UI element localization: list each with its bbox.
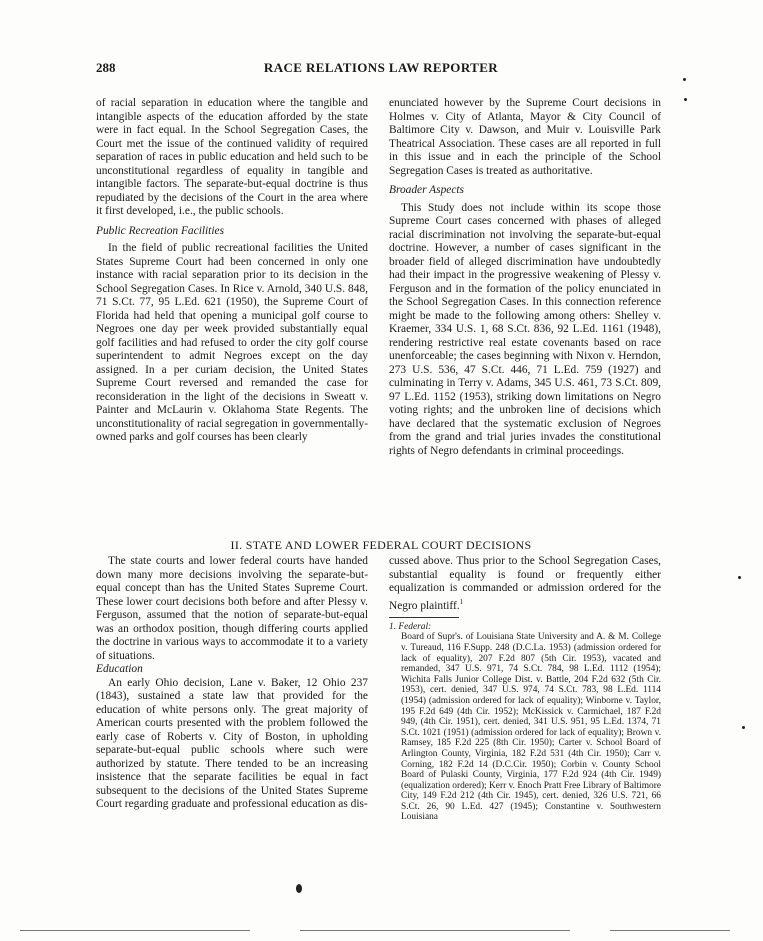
paragraph: An early Ohio decision, Lane v. Baker, 12 Ohio 237 (1843), sustained a state law that provided for the education of white persons only. The great majority of American courts presented with the problem followed the early case of Roberts v. City of Boston, in upholding separate-but-equal public schools where such were authorized by statute. There tended to be an increasing insistence that the separate facilities be equal in fact subsequent to the decisions of the United States Supreme Court regarding graduate and professional education as dis- [96, 676, 368, 810]
column-1 [96, 97, 368, 445]
paragraph: In the field of public recreational facilities the United States Supreme Court had been concerned in only one instance with racial separation prior to its decision in the School Segregation Cases. In Rice v. Arnold, 340 U.S. 848, 71 S.Ct. 77, 95 L.Ed. 621 (1950), the Supreme Court of Florida had held that opening a municipal golf course to Negroes one day per week provided substantially equal golf facilities and had refused to order the city golf course superintendent to admit Negroes except on the day assigned. In a per curiam decision, the United States Supreme Court reversed and remanded the case for reconsideration in the light of the decisions in Sweatt v. Painter and McLaurin v. Oklahoma State Regents. The unconstitutionality of racial segregation in governmentally-owned parks and golf courses has been clearly [96, 242, 368, 443]
ink-speck [738, 576, 741, 579]
paragraph: The state courts and lower federal courts have handed down many more decisions involving the separate-but-equal concept than has the United States Supreme Court. These lower court decisions both before and after Plessy v. Ferguson, assumed that the notion of separate-but-equal was an orthodox position, though differing courts applied the doctrine in various ways to accommodate it to a variety of situations. [96, 555, 368, 662]
ink-speck [683, 78, 686, 81]
paragraph [389, 555, 661, 613]
running-title: RACE RELATIONS LAW REPORTER [263, 60, 499, 75]
page-number: 288 [96, 60, 116, 75]
subheading-broader-aspects: Broader Aspects [389, 184, 464, 196]
section-heading: II. STATE AND LOWER FEDERAL COURT DECISIONS [230, 538, 532, 552]
column-4 [389, 555, 661, 823]
column-2 [389, 97, 661, 458]
subheading-public-recreation: Public Recreation Facilities [96, 224, 224, 237]
subheading-education: Education [96, 663, 143, 675]
scan-edge-line [610, 930, 730, 931]
ink-speck [742, 726, 745, 729]
scan-edge-line [20, 930, 250, 931]
paragraph: of racial separation in education where the tangible and intangible aspects of the education afforded by the state were in fact equal. In the School Segregation Cases, the Court met the issue of the continued validity of required separation of races in public education and held such to be unconstitutional regardless of equality in tangible and intangible factors. The separate-but-equal doctrine is thus repudiated by the decisions of the Court in the area where it first developed, i.e., the public schools. [96, 97, 368, 217]
footnote-marker: 1 [459, 597, 464, 606]
footnote [389, 622, 661, 823]
ink-speck [684, 98, 687, 101]
page-header [96, 60, 666, 80]
paragraph: enunciated however by the Supreme Court decisions in Holmes v. City of Atlanta, Mayor & City Council of Baltimore City v. Dawson, and Muir v. Louisville Park Theatrical Association. These cases are all reported in full in this issue and in each the principle of the School Segregation Cases is treated as authoritative. [389, 97, 661, 177]
scan-edge-line [300, 930, 570, 931]
column-3 [96, 555, 368, 812]
footnote-divider [389, 617, 459, 618]
ink-mark [296, 884, 302, 893]
footnote-label: 1. Federal: [389, 621, 432, 632]
paragraph-text: cussed above. Thus prior to the School Segregation Cases, substantial equality is found or frequently either equalization is commanded or admission ordered for the Negro plaintiff. [389, 555, 661, 612]
paragraph: This Study does not include within its scope those Supreme Court cases concerned with phases of alleged racial discrimination not involving the separate-but-equal doctrine. However, a number of cases significant in the broader field of alleged discrimination have undoubtedly had their impact in the progressive weakening of Plessy v. Ferguson and in the formation of the policy enunciated in the School Segregation Cases. In this connection reference might be made to the following among others: Shelley v. Kraemer, 334 U.S. 1, 68 S.Ct. 836, 92 L.Ed. 1161 (1948), rendering restrictive real estate covenants based on race unenforceable; the cases beginning with Nixon v. Herndon, 273 U.S. 536, 47 S.Ct. 446, 71 L.Ed. 759 (1927) and culminating in Terry v. Adams, 345 U.S. 461, 73 S.Ct. 809, 97 L.Ed. 1152 (1953), striking down limitations on Negro voting rights; and the unbroken line of decisions which have declared that the systematic exclusion of Negroes from the grand and trial juries invades the constitutional rights of Negro defendants in criminal proceedings. [389, 201, 661, 457]
footnote-body: Board of Supr's. of Louisiana State University and A. & M. College v. Tureaud, 116 F.Supp. 248 (D.C.La. 1953) (admission ordered for lack of equality), 207 F.2d 807 (5th Cir. 1953), vacated and remanded, 347 U.S. 971, 74 S.Ct. 784, 98 L.Ed. 1112 (1954); Wichita Falls Junior College Dist. v. Battle, 204 F.2d 632 (5th Cir. 1953), cert. denied, 347 U.S. 974, 74 S.Ct. 783, 98 L.Ed. 1114 (1954) (admission ordered for lack of equality); Winborne v. Taylor, 195 F.2d 649 (4th Cir. 1952); McKissick v. Carmichael, 187 F.2d 949, (4th Cir. 1951), cert. denied, 341 U.S. 951, 95 L.Ed. 1374, 71 S.Ct. 1021 (1951) (admission ordered for lack of equality); Brown v. Ramsey, 185 F.2d 225 (8th Cir. 1950); Carter v. School Board of Arlington County, Virginia, 182 F.2d 531 (4th Cir. 1950); Carr v. Corning, 182 F.2d 14 (D.C.Cir. 1950); Corbin v. County School Board of Pulaski County, Virginia, 177 F.2d 924 (4th Cir. 1949) (equalization ordered); Kerr v. Enoch Pratt Free Library of Baltimore City, 149 F.2d 212 (4th Cir. 1945), cert. denied, 326 U.S. 721, 66 S.Ct. 26, 90 L.Ed. 427 (1945); Constantine v. Southwestern Louisiana [401, 632, 661, 823]
